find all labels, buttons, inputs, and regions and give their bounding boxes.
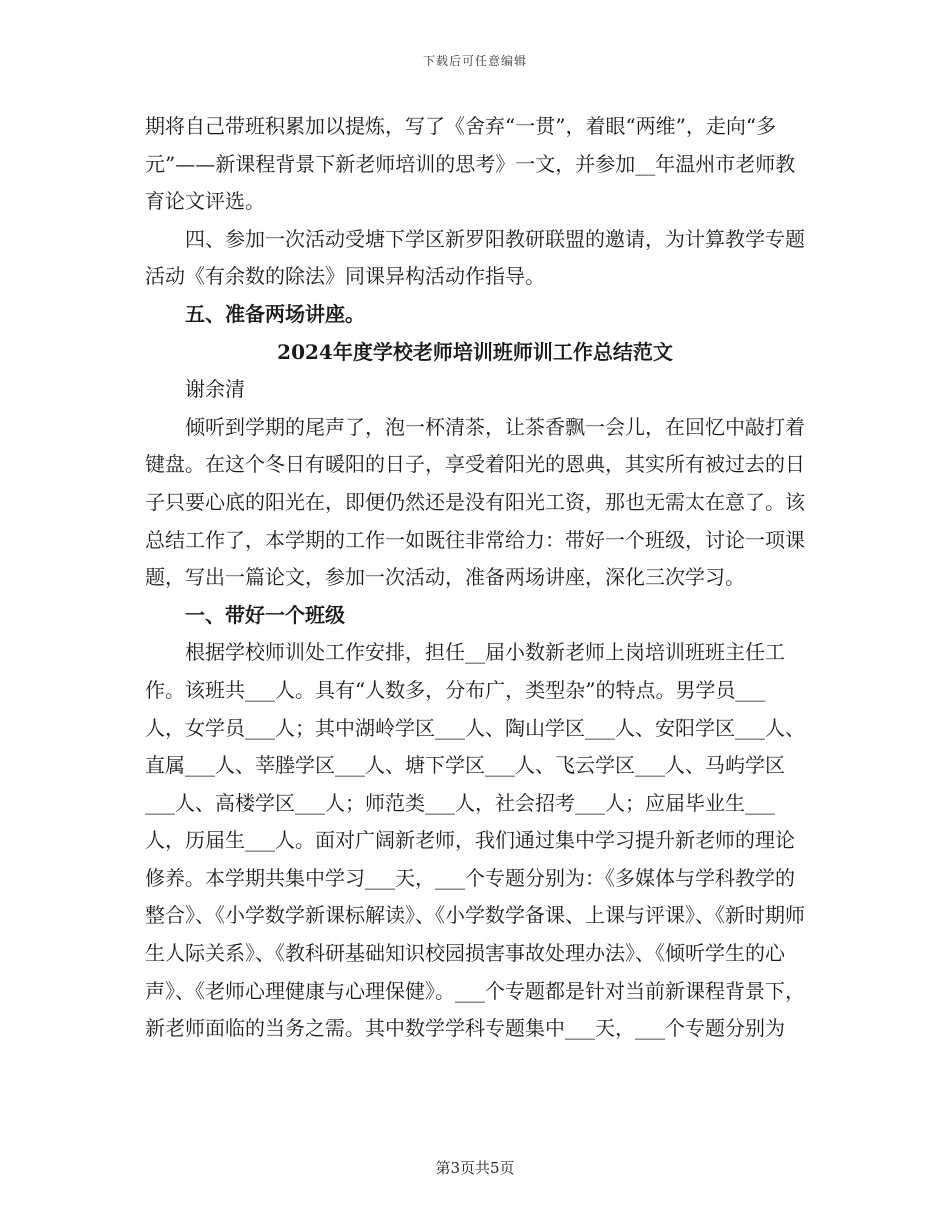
section-heading-lectures: 五、准备两场讲座。 (185, 301, 365, 326)
section-heading-class: 一、带好一个班级 (185, 602, 345, 627)
author-name: 谢余清 (185, 377, 245, 402)
document-title: 2024年度学校老师培训班师训工作总结范文 (277, 339, 673, 364)
document-body (145, 108, 805, 1048)
paragraph-class-details: 根据学校师训处工作安排，担任__届小数新老师上岗培训班班主任工作。该班共___人。具有“人数多，分布广，类型杂”的特点。男学员___人，女学员___人；其中湖岭学区___人、陶山学区___人、安阳学区___人、直属___人、莘塍学区___人、塘下学区___人、飞云学区___人、马屿学区___人、高楼学区___人；师范类___人，社会招考___人；应届毕业生___人，历届生___人。面对广阔新老师，我们通过集中学习提升新老师的理论修养。本学期共集中学习___天，___个专题分别为：《多媒体与学科教学的整合》、《小学数学新课标解读》、《小学数学备课、上课与评课》、《新时期师生人际关系》、《教科研基础知识校园损害事故处理办法》、《倾听学生的心声》、《老师心理健康与心理保健》。___个专题都是针对当前新课程背景下，新老师面临的当务之需。其中数学学科专题集中___天，___个专题分别为 (145, 640, 805, 1041)
paragraph-intro: 倾听到学期的尾声了，泡一杯清茶，让茶香飘一会儿，在回忆中敲打着键盘。在这个冬日有暖阳的日子，享受着阳光的恩典，其实所有被过去的日子只要心底的阳光在，即便仍然还是没有阳光工资，那也无需太在意了。该总结工作了，本学期的工作一如既往非常给力：带好一个班级，讨论一项课题，写出一篇论文，参加一次活动，准备两场讲座，深化三次学习。 (145, 414, 805, 590)
paragraph-activity: 四、参加一次活动受塘下学区新罗阳教研联盟的邀请，为计算教学专题活动《有余数的除法》同课异构活动作指导。 (145, 226, 805, 289)
paragraph-continuation: 期将自己带班积累加以提炼，写了《舍弃“一贯”，着眼“两维”，走向“多元”——新课程背景下新老师培训的思考》一文，并参加__年温州市老师教育论文评选。 (145, 114, 796, 214)
page-header: 下载后可任意编辑 (422, 54, 527, 68)
page-footer: 第3页共5页 (435, 1159, 515, 1177)
